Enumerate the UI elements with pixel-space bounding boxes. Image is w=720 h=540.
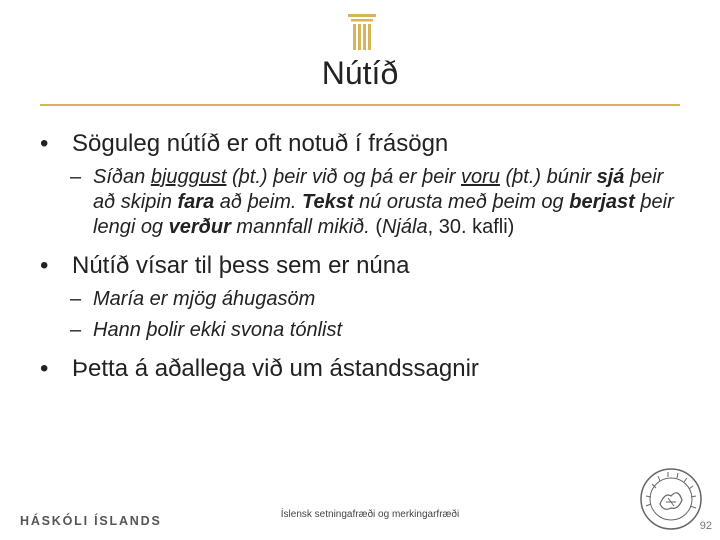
citation-text: , 30. kafli) xyxy=(427,216,515,238)
quote-text: Síðan xyxy=(93,166,151,188)
underlined-verb: voru xyxy=(461,166,500,188)
page-number: 92 xyxy=(699,520,712,532)
dash-marker: – xyxy=(70,319,82,341)
quote-text: (þt.) búnir xyxy=(499,166,597,188)
university-logo-icon xyxy=(347,12,377,52)
bold-verb: fara xyxy=(177,191,215,213)
course-title-footer: Íslensk setningafræði og merkingarfræði xyxy=(280,509,460,520)
bullet-marker: • xyxy=(40,252,49,279)
slide-title: Nútíð xyxy=(321,55,399,91)
citation-work: Njála xyxy=(382,216,428,238)
bold-verb: sjá xyxy=(596,166,625,188)
quote-text: þeir að skipin xyxy=(93,166,664,213)
bullet-text: Nútíð vísar til þess sem er núna xyxy=(72,252,410,279)
citation-text: ( xyxy=(369,216,383,238)
quote-text: að þeim. xyxy=(214,191,303,213)
quote-text: mannfall mikið. xyxy=(230,216,370,238)
sub-bullet-example xyxy=(40,318,690,343)
quote-text: þeir lengi og xyxy=(93,191,674,238)
bullet-text: Söguleg nútíð er oft notuð í frásögn xyxy=(72,130,449,157)
underlined-verb: bjuggust xyxy=(150,166,227,188)
bullet-marker: • xyxy=(40,130,49,157)
dash-marker: – xyxy=(70,288,82,310)
university-seal-icon xyxy=(638,466,704,532)
bold-verb: berjast xyxy=(569,191,635,213)
bullet-present-now xyxy=(40,250,690,282)
title-divider xyxy=(40,104,680,106)
bold-verb: verður xyxy=(168,216,231,238)
dash-marker: – xyxy=(70,166,82,188)
university-name-logo: HÁSKÓLI ÍSLANDS xyxy=(20,514,162,528)
sub-bullet-njala-quote xyxy=(40,165,690,240)
quote-text: nú orusta með þeim og xyxy=(353,191,570,213)
bullet-text: Þetta á aðallega við um ástandssagnir xyxy=(72,355,479,382)
slide-content xyxy=(40,128,690,385)
bullet-stative-verbs xyxy=(40,353,690,385)
example-text: Hann þolir ekki svona tónlist xyxy=(93,319,343,341)
bold-verb: Tekst xyxy=(302,191,354,213)
sub-bullet-example xyxy=(40,287,690,312)
bullet-marker: • xyxy=(40,355,49,382)
example-text: María er mjög áhugasöm xyxy=(93,288,316,310)
quote-text: (þt.) þeir við og þá er þeir xyxy=(226,166,462,188)
bullet-historical-present xyxy=(40,128,690,160)
